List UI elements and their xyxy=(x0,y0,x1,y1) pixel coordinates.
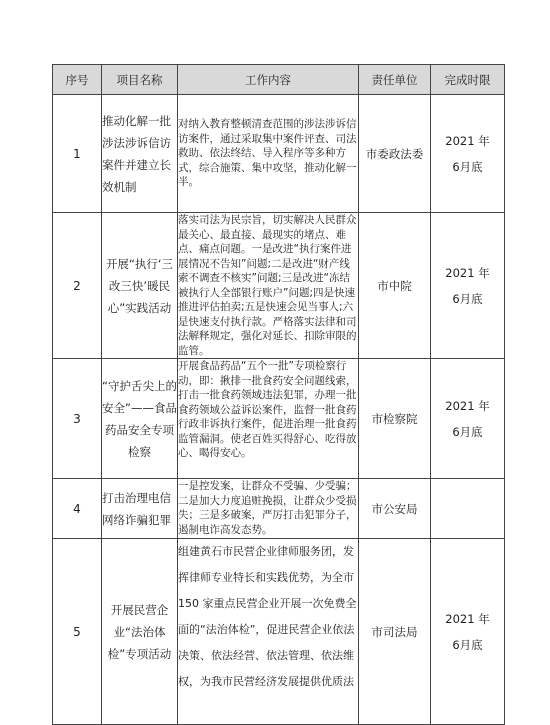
deadline-month: 6月底 xyxy=(452,637,483,652)
task-table xyxy=(52,64,505,725)
row-no: 2 xyxy=(53,213,102,359)
row-name: “守护舌尖上的安全”——食品药品安全专项检察 xyxy=(102,359,178,479)
deadline-month: 6月底 xyxy=(452,424,483,439)
row-content: 落实司法为民宗旨，切实解决人民群众最关心、最直接、最现实的堵点、难点、痛点问题。一是改进“执行案件进展情况不告知”问题;二是改进“财产线索不调查不核实”问题;三是改进“冻结被执行人全部银行账户”问题;四是快速推进评估拍卖;五是快速会见当事人;六是快速支付执行款。严格落实法律和司法解释规定，强化对延长、扣除审限的监管。 xyxy=(178,214,357,357)
row-deadline xyxy=(431,213,505,359)
row-no: 3 xyxy=(53,359,102,479)
table-row xyxy=(53,95,505,213)
deadline-year: 2021 年 xyxy=(445,133,490,148)
row-unit: 市中院 xyxy=(359,213,431,359)
row-content: 开展食品药品“五个一批”专项检察行动，即：揪排一批食药安全问题线索，打击一批食药领域违法犯罪，办理一批食药领域公益诉讼案件，监督一批食药行政非诉执行案件，促进治理一批食药监管漏洞。使老百姓买得舒心、吃得放心、喝得安心。 xyxy=(178,359,359,479)
row-name: 开展民营企业“法治体检”专项活动 xyxy=(102,539,178,725)
header-no: 序号 xyxy=(53,65,102,95)
row-no: 1 xyxy=(53,95,102,213)
row-unit: 市委政法委 xyxy=(359,95,431,213)
header-name: 项目名称 xyxy=(102,65,178,95)
deadline-month: 6月底 xyxy=(452,159,483,174)
row-no: 4 xyxy=(53,479,102,539)
table-row xyxy=(53,479,505,539)
row-unit: 市司法局 xyxy=(359,539,431,725)
row-deadline xyxy=(431,539,505,725)
deadline-year: 2021 年 xyxy=(445,265,490,280)
row-deadline xyxy=(431,359,505,479)
row-unit: 市检察院 xyxy=(359,359,431,479)
header-deadline: 完成时限 xyxy=(431,65,505,95)
row-no: 5 xyxy=(53,539,102,725)
deadline-month: 6月底 xyxy=(452,291,483,306)
header-unit: 责任单位 xyxy=(359,65,431,95)
row-deadline xyxy=(431,479,505,539)
row-content: 一是控发案，让群众不受骗、少受骗；二是加大力度追赃挽损，让群众少受损失；三是多破案，严厉打击犯罪分子，遏制电诈高发态势。 xyxy=(178,479,359,539)
table-row xyxy=(53,213,505,359)
row-content: 组建黄石市民营企业律师服务团，发挥律师专业特长和实践优势，为全市150 家重点民营企业开展一次免费全面的“法治体检”，促进民营企业依法决策、依法经营、依法管理、依法维权，为我市民营经济发展提供优质法 xyxy=(178,539,359,725)
row-unit: 市公安局 xyxy=(359,479,431,539)
deadline-year: 2021 年 xyxy=(445,611,490,626)
table-row xyxy=(53,539,505,725)
table-header-row xyxy=(53,65,505,95)
row-deadline xyxy=(431,95,505,213)
deadline-year: 2021 年 xyxy=(445,398,490,413)
row-content: 对纳入教育整顿清查范围的涉法涉诉信访案件，通过采取集中案件评查、司法救助、依法终结、导入程序等多种方式，综合施策、集中攻坚，推动化解一半。 xyxy=(178,95,359,213)
row-name: 打击治理电信网络诈骗犯罪 xyxy=(102,479,178,539)
header-content: 工作内容 xyxy=(178,65,359,95)
table-row xyxy=(53,359,505,479)
row-name: 开展“执行‘三改三快’暖民心”实践活动 xyxy=(102,213,178,359)
row-name: 推动化解一批涉法涉诉信访案件并建立长效机制 xyxy=(102,95,178,213)
